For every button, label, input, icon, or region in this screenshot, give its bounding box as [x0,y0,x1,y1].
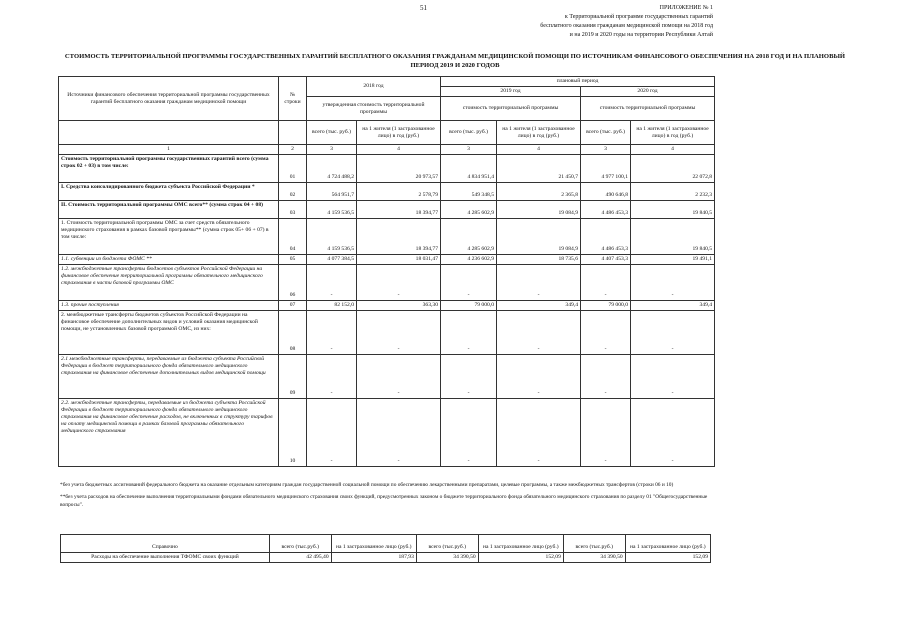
cell-value: 2 578,79 [357,183,441,201]
header-program-cost-2020: стоимость территориальной программы [581,97,715,121]
table-row [59,255,715,265]
column-number: 1 [59,145,279,155]
cell-value: 349,4 [497,301,581,311]
row-code: 09 [279,355,307,399]
table-row [59,155,715,183]
cell-value: - [581,265,631,301]
cell-value: 42 495,40 [269,553,331,563]
table-row [59,219,715,255]
cell-value: 4 077 384,5 [307,255,357,265]
header-program-cost-2019: стоимость территориальной программы [441,97,581,121]
cell-value: - [307,399,357,467]
cell-value: - [497,265,581,301]
cell-value: - [357,311,441,355]
reference-header-per-insured-2018: на 1 застрахованное лицо (руб.) [331,535,416,553]
row-code: 06 [279,265,307,301]
table-row [59,355,715,399]
footnote-2: **без учета расходов на обеспечение выполнения территориальными фондами обязательного медицинского страхования своих функций, предусмотренных законом о бюджете территориального фонда обязательного медицинского страхования по разделу 01 "Общегосударственные вопросы". [60,494,708,508]
reference-header-total-2019: всего (тыс.руб.) [416,535,478,553]
reference-label: Справочно [61,535,270,553]
row-label: 2. межбюджетные трансферты бюджетов субъектов Российской Федерации на финансовое обеспечение дополнительных видов и условий оказания медицинской помощи, не установленных базовой программой ОМС, из них: [59,311,279,355]
cell-value: 4 159 536,5 [307,201,357,219]
cell-value: 152,09 [478,553,563,563]
table-row [59,311,715,355]
cell-value: 18 394,77 [357,219,441,255]
header-approved-cost: утвержденная стоимость территориальной программы [307,97,441,121]
row-code: 02 [279,183,307,201]
cell-value: - [581,311,631,355]
cell-value: - [307,355,357,399]
cell-value: 22 072,8 [631,155,715,183]
row-label: 1.2. межбюджетные трансферты бюджетов субъектов Российской Федерации на финансовое обеспечение территориальной программы обязательного медицинского страхования в части базовой программы ОМС [59,265,279,301]
cell-value: 79 000,0 [441,301,497,311]
row-code: 10 [279,399,307,467]
cell-value: - [441,265,497,301]
cell-value: - [441,399,497,467]
row-label: II. Стоимость территориальной программы ОМС всего** (сумма строк 04 + 08) [59,201,279,219]
header-per-capita-2018: на 1 жителя (1 застрахованное лицо) в год (руб.) [357,121,441,145]
cell-value: 19 084,9 [497,201,581,219]
cell-value: 21 450,7 [497,155,581,183]
column-number: 3 [307,145,357,155]
cell-value: 4 407 453,3 [581,255,631,265]
cell-value: 4 834 951,4 [441,155,497,183]
appendix-line-4: и на 2019 и 2020 годы на территории Республики Алтай [569,32,713,38]
row-code: 03 [279,201,307,219]
header-year-2018: 2018 год [307,77,441,97]
cell-value: 549 348,5 [441,183,497,201]
reference-row-label: Расходы на обеспечение выполнения ТФОМС своих функций [61,553,270,563]
row-label: Стоимость территориальной программы государственных гарантий всего (сумма строк 02 + 03) в том числе: [59,155,279,183]
table-row [59,183,715,201]
cell-value: - [357,399,441,467]
cell-value: 4 236 602,9 [441,255,497,265]
column-number: 2 [279,145,307,155]
header-planned-period: плановый период [441,77,715,87]
reference-header-total-2020: всего (тыс.руб.) [563,535,625,553]
cell-value: 4 159 536,5 [307,219,357,255]
cell-value: 490 646,8 [581,183,631,201]
cell-value: 20 973,57 [357,155,441,183]
cell-value: 18 735,6 [497,255,581,265]
table-row [59,301,715,311]
appendix-line-2: к Территориальной программе государственных гарантий [564,14,713,20]
cell-value: 363,30 [357,301,441,311]
page-number: 51 [420,4,427,12]
column-number: 4 [497,145,581,155]
cell-value: - [631,265,715,301]
cell-value: - [631,311,715,355]
cell-value: 4 486 453,3 [581,201,631,219]
header-per-capita-2020: на 1 жителя (1 застрахованное лицо) в год (руб.) [631,121,715,145]
cell-value: - [631,399,715,467]
cell-value: 4 724 488,2 [307,155,357,183]
table-row [59,399,715,467]
cell-value: 152,09 [625,553,710,563]
cell-value: 349,4 [631,301,715,311]
cell-value: 34 390,50 [563,553,625,563]
table-row [59,201,715,219]
row-label: 1.1. субвенции из бюджета ФОМС ** [59,255,279,265]
row-label: 2.2. межбюджетные трансферты, передаваемые из бюджета субъекта Российской Федерации в бюджет территориального фонда обязательного медицинского страхования на финансовое обеспечение расходов, не включенных в структуру тарифов на оплату медицинской помощи в рамках базовой программы обязательного медицинского страхования [59,399,279,467]
reference-table [60,534,711,563]
cell-value: 82 152,0 [307,301,357,311]
appendix-line-1: ПРИЛОЖЕНИЕ № 1 [659,5,713,11]
column-number: 3 [441,145,497,155]
footnote-1: *без учета бюджетных ассигнований федерального бюджета на оказание отдельным категориям граждан государственной социальной помощи по обеспечению лекарственными препаратами, целевые программы, а также межбюджетных трансфертов (строки 06 и 10) [60,482,674,488]
cell-value: - [357,265,441,301]
cell-value: - [307,311,357,355]
table-row [61,553,711,563]
cell-value: - [497,311,581,355]
table-row [59,265,715,301]
reference-header-total-2018: всего (тыс.руб.) [269,535,331,553]
header-per-capita-2019: на 1 жителя (1 застрахованное лицо) в год (руб.) [497,121,581,145]
cell-value: - [631,355,715,399]
header-row-number: № строки [279,77,307,121]
cell-value: - [497,399,581,467]
row-label: 2.1 межбюджетные трансферты, передаваемые из бюджета субъекта Российской Федерации в бюджет территориального фонда обязательного медицинского страхования на финансовое обеспечение дополнительных видов медицинской помощи [59,355,279,399]
cell-value: 19 084,9 [497,219,581,255]
cell-value: 4 285 602,9 [441,219,497,255]
cell-value: 2 365,8 [497,183,581,201]
row-code: 04 [279,219,307,255]
reference-header-per-insured-2019: на 1 застрахованное лицо (руб.) [478,535,563,553]
cell-value: - [441,311,497,355]
column-number-row [59,145,715,155]
row-label: 1. Стоимость территориальной программы ОМС за счет средств обязательного медицинского страхования в рамках базовой программы** (сумма строк 05+ 06 + 07) в том числе: [59,219,279,255]
footnotes [60,481,710,513]
header-total-2020: всего (тыс. руб.) [581,121,631,145]
cell-value: 79 000,0 [581,301,631,311]
header-total-2019: всего (тыс. руб.) [441,121,497,145]
row-code: 01 [279,155,307,183]
header-year-2019: 2019 год [441,87,581,97]
cell-value: 18 394,77 [357,201,441,219]
cell-value: 18 031,47 [357,255,441,265]
row-code: 08 [279,311,307,355]
column-number: 3 [581,145,631,155]
appendix-line-3: бесплатного оказания гражданам медицинской помощи на 2018 год [540,23,713,29]
header-year-2020: 2020 год [581,87,715,97]
cell-value: - [441,355,497,399]
row-code: 07 [279,301,307,311]
column-number: 4 [357,145,441,155]
cell-value: 4 486 453,3 [581,219,631,255]
row-label: 1.3. прочие поступления [59,301,279,311]
cell-value: - [357,355,441,399]
document-title: СТОИМОСТЬ ТЕРРИТОРИАЛЬНОЙ ПРОГРАММЫ ГОСУДАРСТВЕННЫХ ГАРАНТИЙ БЕСПЛАТНОГО ОКАЗАНИЯ ГРАЖДАНАМ МЕДИЦИНСКОЙ ПОМОЩИ ПО ИСТОЧНИКАМ ФИНАНСОВОГО ОБЕСПЕЧЕНИЯ НА 2018 ГОД И НА ПЛАНОВЫЙ ПЕРИОД 2019 И 2020 ГОДОВ [64,53,846,69]
cell-value: - [581,399,631,467]
cell-value: - [581,355,631,399]
cell-value: - [307,265,357,301]
row-label: I. Средства консолидированного бюджета субъекта Российской Федерации * [59,183,279,201]
cell-value: 187,93 [331,553,416,563]
header-total-2018: всего (тыс. руб.) [307,121,357,145]
reference-header-per-insured-2020: на 1 застрахованное лицо (руб.) [625,535,710,553]
cell-value: - [497,355,581,399]
cell-value: 4 285 602,9 [441,201,497,219]
column-number: 4 [631,145,715,155]
cell-value: 34 390,50 [416,553,478,563]
header-source: Источники финансового обеспечения территориальной программы государственных гарантий бесплатного оказания гражданам медицинской помощи [59,77,279,121]
appendix-header [453,4,713,40]
cost-table [58,76,715,467]
cell-value: 19 840,5 [631,201,715,219]
cell-value: 19 491,1 [631,255,715,265]
cell-value: 2 232,3 [631,183,715,201]
row-code: 05 [279,255,307,265]
cell-value: 19 840,5 [631,219,715,255]
cell-value: 564 951,7 [307,183,357,201]
cell-value: 4 977 100,1 [581,155,631,183]
